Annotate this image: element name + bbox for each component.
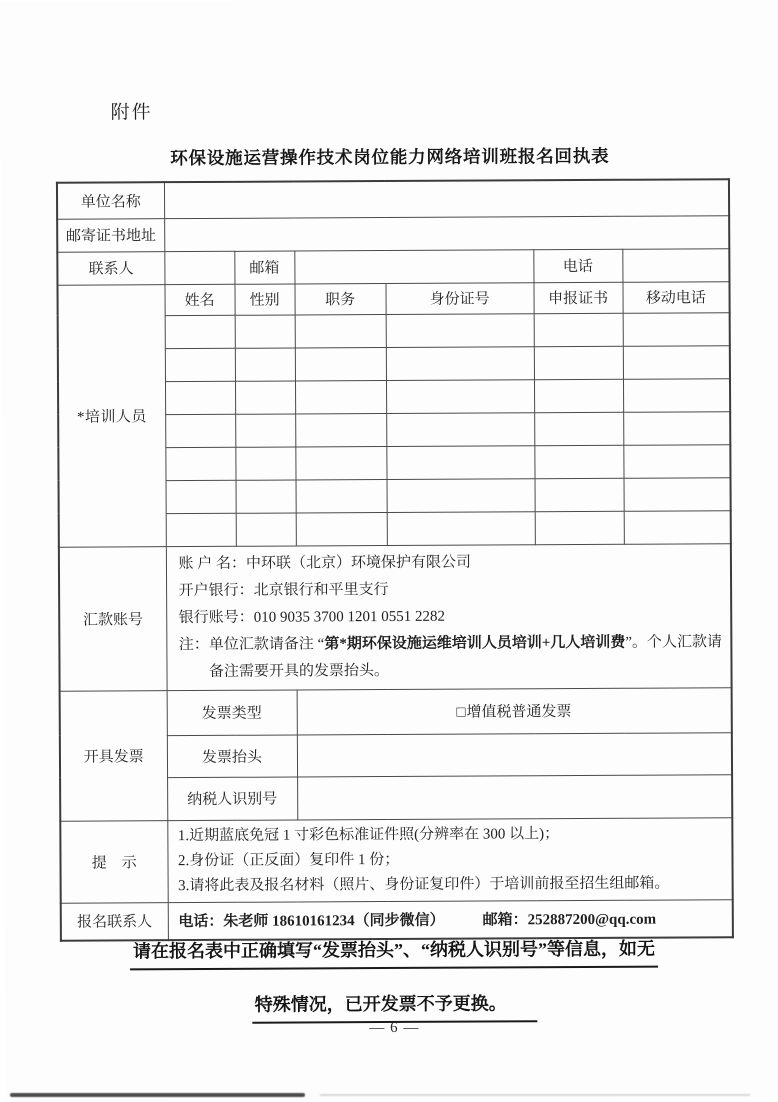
trainee-cell — [165, 348, 235, 381]
trainee-cell — [535, 478, 624, 511]
account-name-line: 账 户 名：中环联（北京）环境保护有限公司 — [178, 554, 472, 572]
trainee-cell — [235, 446, 295, 479]
email-label: 邮箱 — [234, 250, 294, 283]
trainee-cell — [235, 413, 295, 446]
scan-artifact — [320, 1094, 750, 1096]
remittance-note — [179, 629, 723, 686]
trainee-cell — [534, 379, 623, 412]
registration-phone: 电话：朱老师 18610161234（同步微信） — [178, 912, 445, 931]
trainee-cell — [165, 414, 235, 447]
company-name-field — [164, 179, 729, 218]
phone-label: 电话 — [533, 249, 622, 282]
invoice-type-row — [60, 687, 732, 736]
tax-id-field — [297, 774, 732, 819]
company-name-row — [57, 179, 729, 219]
tip-item: 3.请将此表及报名材料（照片、身份证复印件）于培训前报至招生组邮箱。 — [178, 875, 670, 894]
trainee-cell — [534, 346, 623, 379]
invoice-type-text: 增值税普通发票 — [466, 704, 572, 721]
trainee-cell — [387, 511, 535, 545]
col-header-id-number: 身份证号 — [385, 282, 533, 314]
remittance-label: 汇款账号 — [59, 546, 167, 691]
col-header-mobile: 移动电话 — [622, 281, 729, 313]
invoice-type-label: 发票类型 — [167, 689, 297, 735]
tip-item: 1.近期蓝底免冠 1 寸彩色标准证件照(分辨率在 300 以上)； — [177, 825, 560, 844]
tips-list — [167, 817, 732, 902]
trainee-cell — [386, 445, 534, 479]
trainee-cell — [534, 412, 623, 445]
registration-form-table — [56, 178, 734, 942]
footer-note-line2: 特殊情况，已开发票不予更换。 — [252, 989, 537, 1023]
contact-row — [57, 248, 729, 285]
trainee-cell — [235, 347, 295, 380]
trainee-cell — [295, 314, 386, 347]
page-number: — 6 — — [369, 1019, 420, 1037]
trainee-cell — [236, 479, 296, 512]
trainee-cell — [235, 314, 295, 347]
trainee-cell — [624, 510, 731, 544]
trainee-cell — [623, 312, 730, 346]
trainee-cell — [296, 479, 387, 512]
col-header-certificate: 申报证书 — [533, 282, 622, 313]
trainee-cell — [295, 413, 386, 446]
trainee-cell — [295, 380, 386, 413]
trainee-cell — [165, 447, 235, 480]
trainee-cell — [387, 478, 535, 512]
remittance-details — [166, 543, 732, 690]
bank-line: 开户银行：北京银行和平里支行 — [178, 581, 389, 599]
trainee-cell — [166, 480, 236, 513]
footer-note — [5, 934, 778, 1025]
email-field — [294, 249, 533, 283]
trainee-cell — [386, 313, 534, 347]
trainee-cell — [166, 513, 236, 546]
footer-note-row — [5, 934, 778, 971]
remittance-note-suffix: ”。个人汇款请备注需要开具的发票抬头。 — [208, 633, 723, 680]
footer-note-line1: 请在报名表中正确填写“发票抬头”、“纳税人识别号”等信息，如无 — [130, 935, 658, 971]
contact-name-field — [164, 251, 234, 284]
trainee-cell — [295, 347, 386, 380]
col-header-position: 职务 — [294, 283, 385, 314]
account-number-line: 银行账号：010 9035 3700 1201 0551 2282 — [178, 608, 446, 626]
trainee-cell — [165, 315, 235, 348]
registration-email: 邮箱：252887200@qq.com — [482, 911, 657, 929]
trainees-label: *培训人员 — [57, 284, 165, 547]
tips-label: 提 示 — [60, 820, 167, 903]
invoice-label: 开具发票 — [60, 690, 168, 821]
mailing-address-label: 邮寄证书地址 — [57, 218, 164, 252]
remittance-note-bold: 第*期环保设施运维培训人员培训+几人培训费 — [324, 634, 626, 652]
trainee-cell — [623, 378, 730, 412]
trainee-cell — [535, 511, 624, 544]
phone-field — [622, 248, 729, 282]
trainee-cell — [165, 381, 235, 414]
scan-artifact — [10, 1093, 305, 1097]
mailing-address-row — [57, 215, 729, 252]
trainee-cell — [235, 380, 295, 413]
checkbox-icon: □ — [456, 704, 466, 721]
trainee-cell — [623, 345, 730, 379]
trainee-cell — [386, 379, 534, 413]
col-header-gender: 性别 — [234, 283, 294, 314]
trainee-header-row — [57, 281, 729, 316]
remittance-note-prefix: 注：单位汇款请备注 “ — [178, 635, 325, 653]
attachment-label: 附件 — [110, 102, 153, 124]
trainee-cell — [623, 444, 730, 478]
contact-label: 联系人 — [57, 251, 164, 285]
trainee-cell — [386, 346, 534, 380]
tip-item: 2.身份证（正反面）复印件 1 份； — [177, 851, 400, 869]
form-title: 环保设施运营操作技术岗位能力网络培训班报名回执表 — [170, 145, 610, 169]
invoice-title-field — [297, 732, 732, 776]
company-name-label: 单位名称 — [57, 182, 164, 219]
registration-contact-label: 报名联系人 — [61, 902, 168, 941]
tax-id-label: 纳税人识别号 — [167, 776, 297, 820]
trainee-cell — [534, 445, 623, 478]
trainee-cell — [386, 412, 534, 446]
mailing-address-field — [164, 215, 729, 251]
trainee-cell — [624, 477, 731, 511]
tips-row — [60, 817, 732, 903]
remittance-row — [59, 543, 732, 691]
trainee-cell — [623, 411, 730, 445]
trainee-cell — [295, 446, 386, 479]
trainee-cell — [534, 313, 623, 346]
trainee-cell — [236, 512, 296, 545]
invoice-type-value — [297, 687, 732, 734]
trainee-cell — [296, 512, 387, 545]
invoice-title-label: 发票抬头 — [167, 734, 297, 777]
col-header-name: 姓名 — [164, 284, 234, 315]
